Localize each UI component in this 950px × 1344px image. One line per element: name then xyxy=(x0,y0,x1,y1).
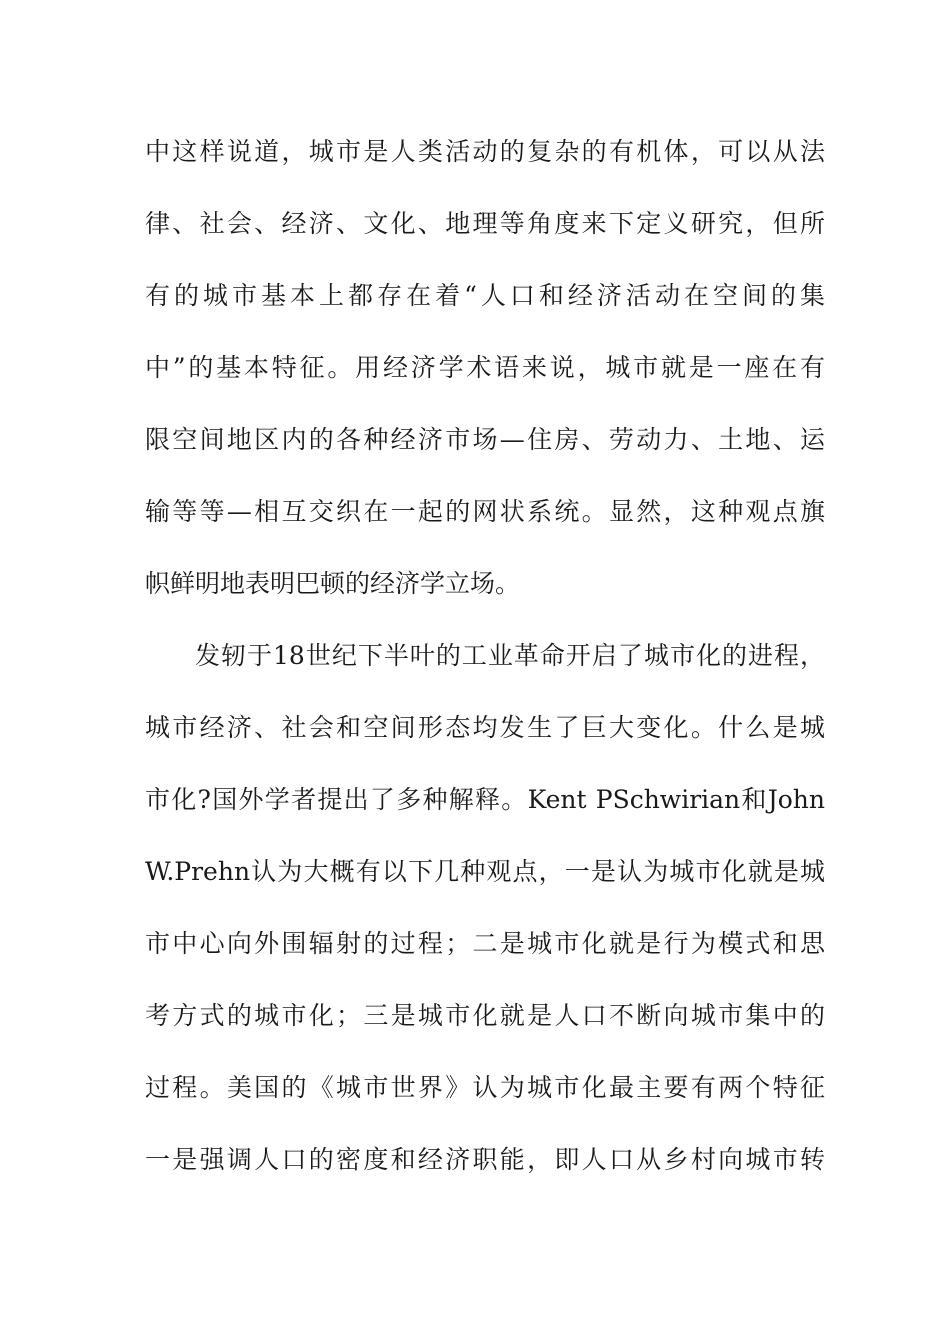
text-line-13: 考方式的城市化；三是城市化就是人口不断向城市集中的 xyxy=(145,1001,825,1030)
text-line-10: 市化?国外学者提出了多种解释。Kent PSchwirian和John xyxy=(145,785,825,814)
text-line-3: 有的城市基本上都存在着“人口和经济活动在空间的集 xyxy=(145,281,825,310)
text-line-6: 输等等—相互交织在一起的网状系统。显然，这种观点旗 xyxy=(145,497,825,526)
body-text xyxy=(145,132,825,1212)
text-line-9: 城市经济、社会和空间形态均发生了巨大变化。什么是城 xyxy=(145,713,825,742)
text-line-5: 限空间地区内的各种经济市场—住房、劳动力、土地、运 xyxy=(145,425,825,454)
text-line-12: 市中心向外围辐射的过程；二是城市化就是行为模式和思 xyxy=(145,929,825,958)
text-line-11: W.Prehn认为大概有以下几种观点，一是认为城市化就是城 xyxy=(145,857,825,886)
text-line-15: 一是强调人口的密度和经济职能，即人口从乡村向城市转 xyxy=(145,1145,825,1174)
text-line-14: 过程。美国的《城市世界》认为城市化最主要有两个特征 xyxy=(145,1073,825,1102)
text-line-1: 中这样说道，城市是人类活动的复杂的有机体，可以从法 xyxy=(145,137,825,166)
text-line-7: 帜鲜明地表明巴顿的经济学立场。 xyxy=(145,569,521,598)
text-line-2: 律、社会、经济、文化、地理等角度来下定义研究，但所 xyxy=(145,209,825,238)
text-line-8: 发轫于18世纪下半叶的工业革命开启了城市化的进程， xyxy=(195,641,825,670)
text-line-4: 中”的基本特征。用经济学术语来说，城市就是一座在有 xyxy=(145,353,825,382)
